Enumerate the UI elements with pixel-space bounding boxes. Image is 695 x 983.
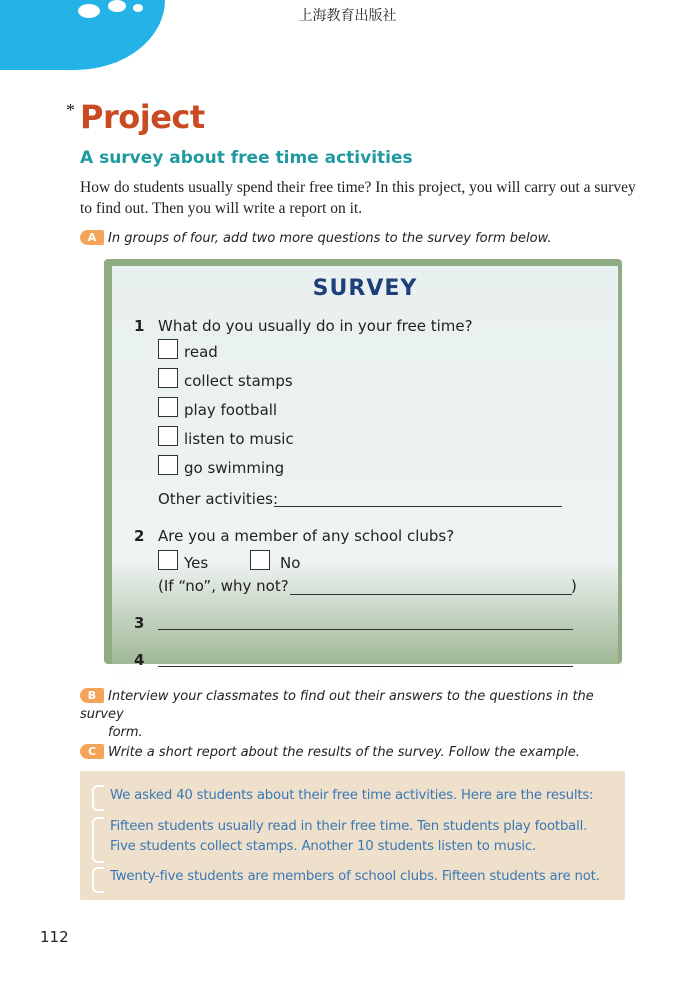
title-marker: * — [66, 100, 75, 120]
task-badge: B — [80, 688, 104, 703]
checkbox-play-football[interactable] — [158, 397, 178, 417]
publisher-name: 上海教育出版社 — [298, 8, 397, 24]
task-text: In groups of four, add two more questions to the survey form below. — [108, 231, 552, 246]
option-label: listen to music — [184, 430, 294, 448]
followup-close: ) — [571, 577, 577, 595]
survey-form — [112, 266, 618, 686]
question-4-line[interactable] — [158, 666, 573, 667]
task-c — [80, 744, 620, 762]
example-line: Five students collect stamps. Another 10 students listen to music. — [110, 839, 537, 854]
bracket-decoration — [92, 817, 104, 863]
page-subtitle: A survey about free time activities — [80, 148, 413, 168]
checkbox-read[interactable] — [158, 339, 178, 359]
example-line: Twenty-five students are members of school clubs. Fifteen students are not. — [110, 869, 600, 884]
task-text: Write a short report about the results of the survey. Follow the example. — [108, 745, 580, 760]
task-badge: C — [80, 744, 104, 759]
followup-line[interactable] — [290, 594, 572, 595]
option-label: Yes — [184, 554, 209, 572]
survey-title: SURVEY — [312, 276, 418, 301]
page-title: Project — [80, 98, 205, 136]
task-text-continued: form. — [108, 725, 143, 740]
checkbox-no[interactable] — [250, 550, 270, 570]
checkbox-go-swimming[interactable] — [158, 455, 178, 475]
question-number: 3 — [134, 614, 145, 632]
question-number: 2 — [134, 527, 145, 545]
other-activities-label: Other activities: — [158, 490, 279, 508]
task-badge: A — [80, 230, 104, 245]
checkbox-yes[interactable] — [158, 550, 178, 570]
question-3-line[interactable] — [158, 629, 573, 630]
task-text: Interview your classmates to find out their answers to the questions in the survey — [80, 689, 594, 722]
option-label: go swimming — [184, 459, 285, 477]
task-b — [80, 688, 620, 742]
option-label: read — [184, 343, 218, 361]
question-text: Are you a member of any school clubs? — [158, 527, 455, 545]
option-label: collect stamps — [184, 372, 293, 390]
example-report — [80, 771, 625, 900]
checkbox-collect-stamps[interactable] — [158, 368, 178, 388]
other-activities-line[interactable] — [274, 506, 562, 507]
question-number: 1 — [134, 317, 145, 335]
bracket-decoration — [92, 867, 104, 893]
option-label: play football — [184, 401, 278, 419]
question-text: What do you usually do in your free time? — [158, 317, 473, 335]
question-number: 4 — [134, 651, 145, 669]
task-a — [80, 230, 620, 248]
followup-label: (If “no”, why not? — [158, 577, 289, 595]
bracket-decoration — [92, 785, 104, 811]
option-label: No — [280, 554, 301, 572]
page-number: 112 — [40, 928, 69, 946]
intro-paragraph: How do students usually spend their free time? In this project, you will carry out a survey to find out. Then you will write a report on it. — [80, 179, 636, 217]
example-line: Fifteen students usually read in their free time. Ten students play football. — [110, 819, 588, 834]
checkbox-listen-to-music[interactable] — [158, 426, 178, 446]
example-line: We asked 40 students about their free time activities. Here are the results: — [110, 788, 594, 803]
